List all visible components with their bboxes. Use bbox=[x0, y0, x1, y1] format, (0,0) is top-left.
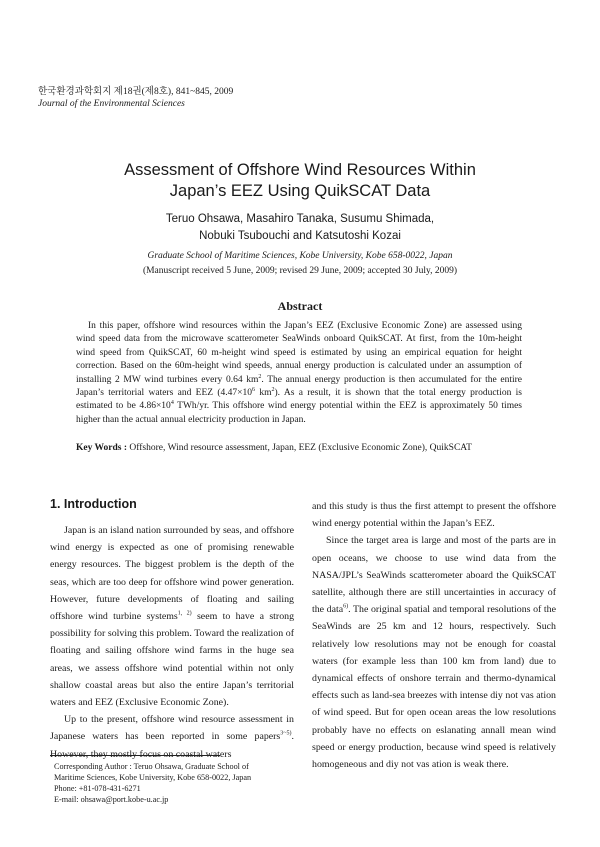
text-run: . However, they mostly focus on coastal waters bbox=[50, 731, 294, 760]
right-column bbox=[312, 498, 556, 773]
text-run: seem to have a strong possibility for solving this problem. Toward the realization of floating and sailing offshore wind farms in the huge sea areas, we assess offshore wind potential within not only shallow coastal areas but also the entire Japan’s territorial waters and EEZ (Exclusive Economic Zone). bbox=[50, 611, 295, 709]
journal-reference bbox=[38, 86, 233, 110]
superscript: 2 bbox=[258, 373, 262, 380]
citation-superscript: 3~5) bbox=[280, 731, 292, 738]
footnote-line: Corresponding Author : Teruo Ohsawa, Graduate School of bbox=[54, 762, 249, 771]
abstract-heading: Abstract bbox=[277, 299, 323, 313]
superscript: 6 bbox=[252, 386, 256, 393]
affiliation-block bbox=[0, 249, 600, 279]
superscript: 4 bbox=[170, 400, 174, 407]
corresponding-author-footnote bbox=[54, 761, 298, 805]
footnote-email: E-mail: ohsawa@port.kobe-u.ac.jp bbox=[54, 795, 169, 804]
superscript: 2 bbox=[271, 386, 275, 393]
footnote-divider bbox=[50, 755, 220, 756]
keywords-text: Offshore, Wind resource assessment, Japan, EEZ (Exclusive Economic Zone), QuikSCAT bbox=[127, 443, 472, 453]
footnote-phone: Phone: +81-078-431-6271 bbox=[54, 784, 141, 793]
text-run: Up to the present, offshore wind resource assessment in Japanese waters has been reported in some papers bbox=[50, 714, 294, 743]
paper-title bbox=[0, 160, 600, 202]
section-heading-introduction: 1. Introduction bbox=[50, 497, 137, 511]
abstract-part: ). As a result, it is shown that the total energy production is estimated to be 4.86×10 bbox=[76, 388, 522, 412]
text-run: . The original spatial and temporal resolutions of the SeaWinds are 25 km and 12 hours, respectively. Such relatively low resolutions may not be enough for coastal waters (for example less than 100 km from land) due to dynamical effects of onshore terrain and thermo-dynamical effects such as land-sea breezes with intense diy not vas ation of wind speed. But for open ocean areas the low resolutions probably have no effects on eslanating annall mean wind speed or energy production, because wind speed is relatively homogeneous and diy not vas ation is weak there. bbox=[312, 604, 556, 771]
paragraph bbox=[312, 532, 556, 773]
citation-superscript: 6) bbox=[343, 603, 349, 610]
keywords bbox=[76, 443, 522, 453]
left-column bbox=[50, 522, 294, 763]
journal-korean-ref: 한국환경과학회지 제18권(제8호), 841~845, 2009 bbox=[38, 87, 234, 97]
text-run: Japan is an island nation surrounded by seas, and offshore wind energy is expected as one of promising renewable energy resources. The biggest problem is the depth of the seas, which are too deep for offshore wind power generation. However, future developments of floating and sailing offshore wind turbine systems bbox=[50, 525, 294, 623]
abstract-part: TWh/yr. This offshore wind energy potential within the EEZ is approximately 50 times higher than the actual annual electricity production in Japan. bbox=[76, 401, 523, 425]
keywords-label: Key Words : bbox=[76, 443, 128, 453]
title-line-1: Assessment of Offshore Wind Resources Within bbox=[124, 161, 476, 179]
abstract-part: . The annual energy production is then accumulated for the entire Japan’s territorial waters and EEZ (4.47×10 bbox=[76, 374, 522, 399]
abstract-part: km bbox=[255, 388, 272, 399]
abstract-text bbox=[76, 320, 522, 427]
manuscript-dates: (Manuscript received 5 June, 2009; revised 29 June, 2009; accepted 30 July, 2009) bbox=[142, 266, 458, 276]
authors-line-2: Nobuki Tsubouchi and Katsutoshi Kozai bbox=[199, 230, 401, 242]
footnote-line: Maritime Sciences, Kobe University, Kobe 658-0022, Japan bbox=[54, 773, 252, 782]
journal-english-name: Journal of the Environmental Sciences bbox=[38, 99, 185, 109]
citation-superscript: 1, 2) bbox=[177, 610, 192, 617]
title-line-2: Japan’s EEZ Using QuikSCAT Data bbox=[169, 182, 431, 200]
author-list bbox=[0, 211, 600, 245]
authors-line-1: Teruo Ohsawa, Masahiro Tanaka, Susumu Shimada, bbox=[165, 213, 435, 225]
paragraph: and this study is thus the first attempt to present the offshore wind energy potential within the Japan’s EEZ. bbox=[312, 501, 556, 530]
text-run: Since the target area is large and most of the parts are in open oceans, we choose to use wind data from the NASA/JPL’s SeaWinds scatterometer aboard the QuikSCAT satellite, although there are still uncertainties in accuracy of the data bbox=[312, 535, 556, 616]
abstract-part: In this paper, offshore wind resources within the Japan’s EEZ (Exclusive Economic Zone) are assessed using wind speed data from the microwave scatterometer SeaWinds onboard QuikSCAT. At first, from the 10m-height wind speed from QuikSCAT, 60 m-height wind speed is estimated by using an empirical equation for height correction. Based on the 60m-height wind speeds, annual energy production is calculated under an assumption of installing 2 MW wind turbines every 0.64 km bbox=[76, 321, 522, 385]
paragraph bbox=[50, 522, 294, 711]
affiliation: Graduate School of Maritime Sciences, Kobe University, Kobe 658-0022, Japan bbox=[147, 251, 453, 261]
